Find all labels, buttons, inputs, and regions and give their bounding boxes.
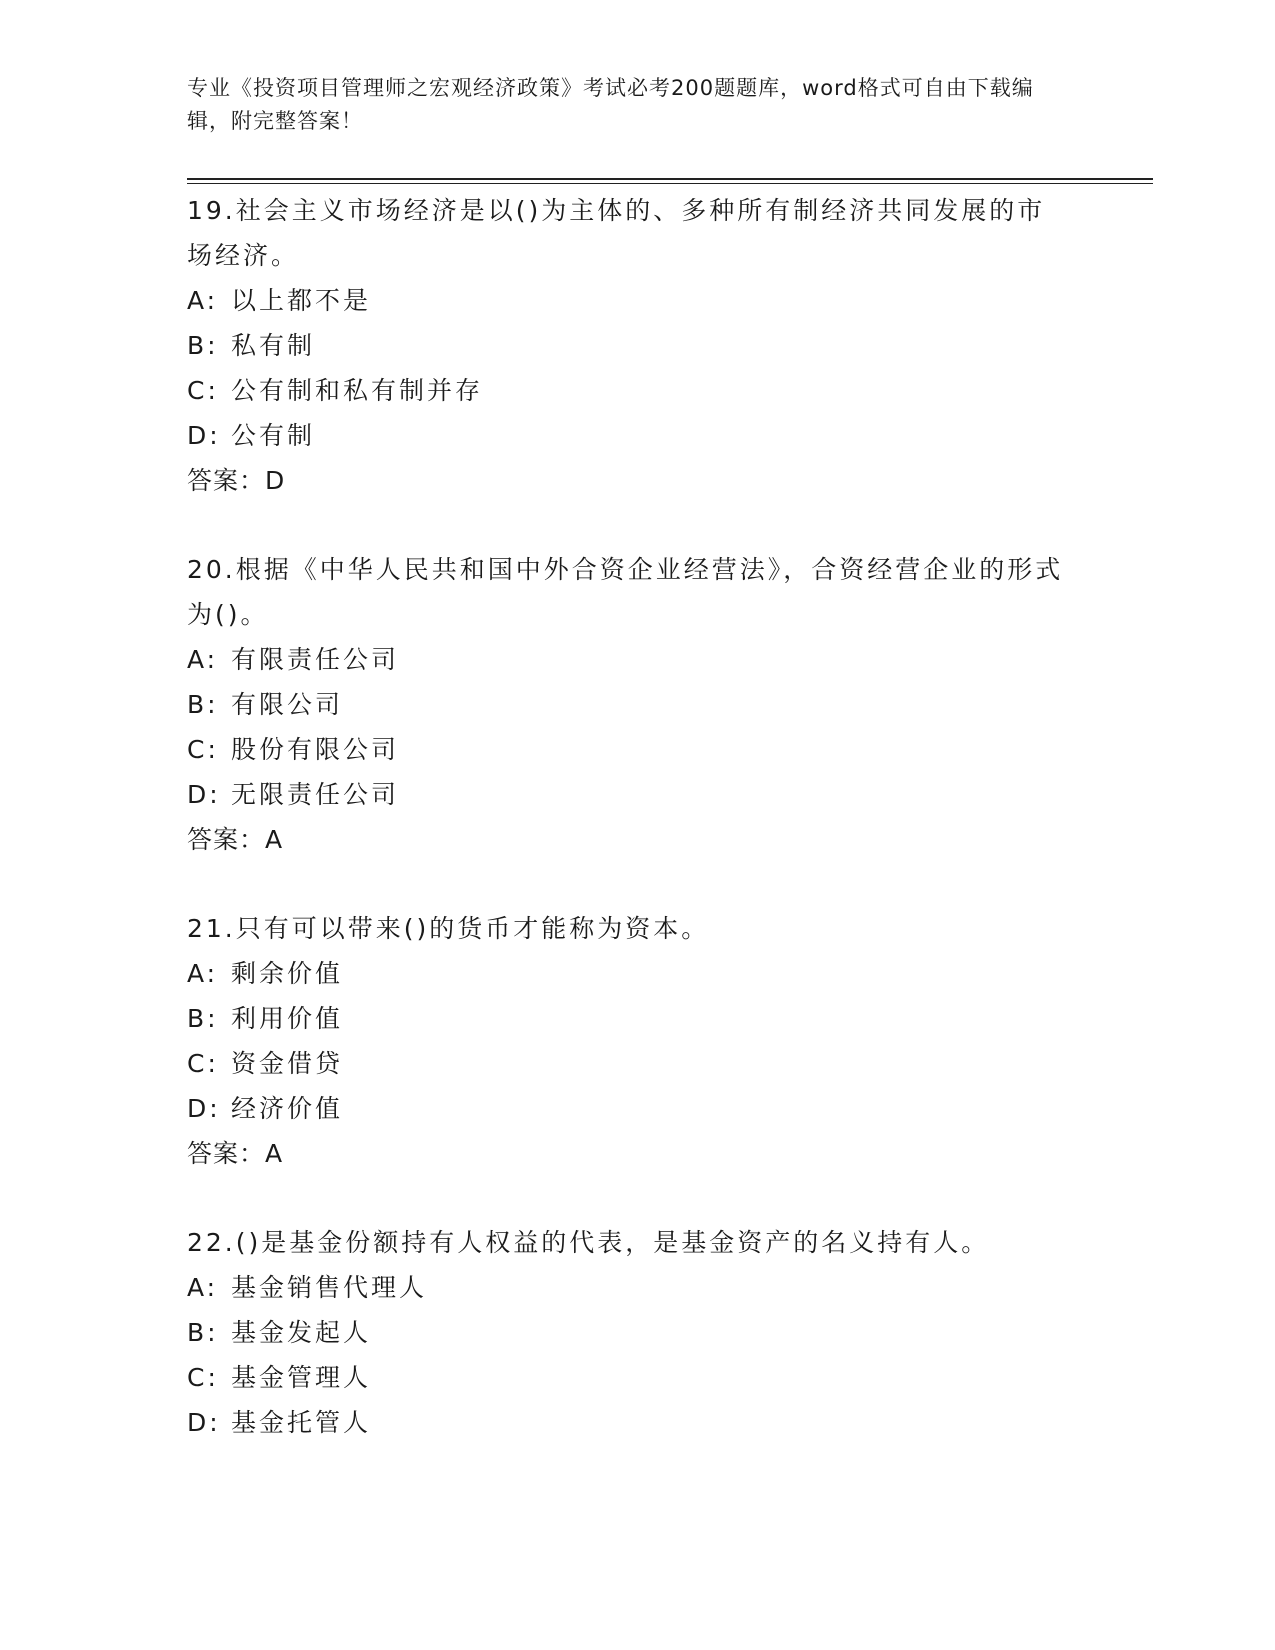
option-text: 公有制: [231, 421, 316, 450]
option-text: 以上都不是: [231, 286, 372, 315]
option-letter: C:: [187, 1363, 219, 1392]
option-d: [187, 413, 1087, 458]
option-a: [187, 951, 1087, 996]
option-letter: A:: [187, 286, 219, 315]
option-letter: A:: [187, 959, 219, 988]
option-letter: C:: [187, 735, 219, 764]
option-text: 有限公司: [231, 690, 344, 719]
question-stem: 22.()是基金份额持有人权益的代表，是基金资产的名义持有人。: [187, 1228, 990, 1257]
option-text: 基金销售代理人: [231, 1273, 428, 1302]
option-letter: C:: [187, 376, 219, 405]
option-a: [187, 1265, 1087, 1310]
header-divider-thick: [187, 178, 1153, 180]
option-text: 资金借贷: [231, 1049, 344, 1078]
option-text: 经济价值: [231, 1094, 344, 1123]
option-letter: A:: [187, 1273, 219, 1302]
question-stem: 21.只有可以带来()的货币才能称为资本。: [187, 914, 710, 943]
option-letter: B:: [187, 1318, 219, 1347]
option-text: 公有制和私有制并存: [231, 376, 484, 405]
option-c: [187, 727, 1087, 772]
option-letter: B:: [187, 690, 219, 719]
option-text: 股份有限公司: [231, 735, 400, 764]
header-note: 专业《投资项目管理师之宏观经济政策》考试必考200题题库，word格式可自由下载编辑，附完整答案！: [187, 76, 1034, 133]
option-letter: A:: [187, 645, 219, 674]
option-c: [187, 368, 1087, 413]
header-divider-thin: [187, 183, 1153, 184]
question-22: [187, 1220, 1087, 1445]
question-21: [187, 906, 1087, 1176]
answer-line: 答案：A: [187, 825, 284, 854]
option-b: [187, 682, 1087, 727]
option-b: [187, 996, 1087, 1041]
option-letter: D:: [187, 421, 221, 450]
option-letter: B:: [187, 1004, 219, 1033]
option-letter: C:: [187, 1049, 219, 1078]
option-text: 私有制: [231, 331, 316, 360]
option-text: 无限责任公司: [231, 780, 400, 809]
option-d: [187, 1086, 1087, 1131]
question-stem: 20.根据《中华人民共和国中外合资企业经营法》，合资经营企业的形式为()。: [187, 555, 1064, 629]
question-19: [187, 188, 1087, 503]
question-list: [187, 188, 1087, 1489]
answer-line: 答案：D: [187, 466, 286, 495]
option-text: 利用价值: [231, 1004, 344, 1033]
answer-line: 答案：A: [187, 1139, 284, 1168]
option-text: 有限责任公司: [231, 645, 400, 674]
option-c: [187, 1355, 1087, 1400]
option-a: [187, 637, 1087, 682]
question-stem: 19.社会主义市场经济是以()为主体的、多种所有制经济共同发展的市场经济。: [187, 196, 1046, 270]
option-letter: B:: [187, 331, 219, 360]
option-letter: D:: [187, 1408, 221, 1437]
option-d: [187, 1400, 1087, 1445]
question-20: [187, 547, 1087, 862]
option-a: [187, 278, 1087, 323]
option-d: [187, 772, 1087, 817]
option-letter: D:: [187, 1094, 221, 1123]
option-letter: D:: [187, 780, 221, 809]
option-text: 基金管理人: [231, 1363, 372, 1392]
option-text: 基金托管人: [231, 1408, 372, 1437]
option-c: [187, 1041, 1087, 1086]
option-text: 剩余价值: [231, 959, 344, 988]
option-text: 基金发起人: [231, 1318, 372, 1347]
option-b: [187, 1310, 1087, 1355]
option-b: [187, 323, 1087, 368]
